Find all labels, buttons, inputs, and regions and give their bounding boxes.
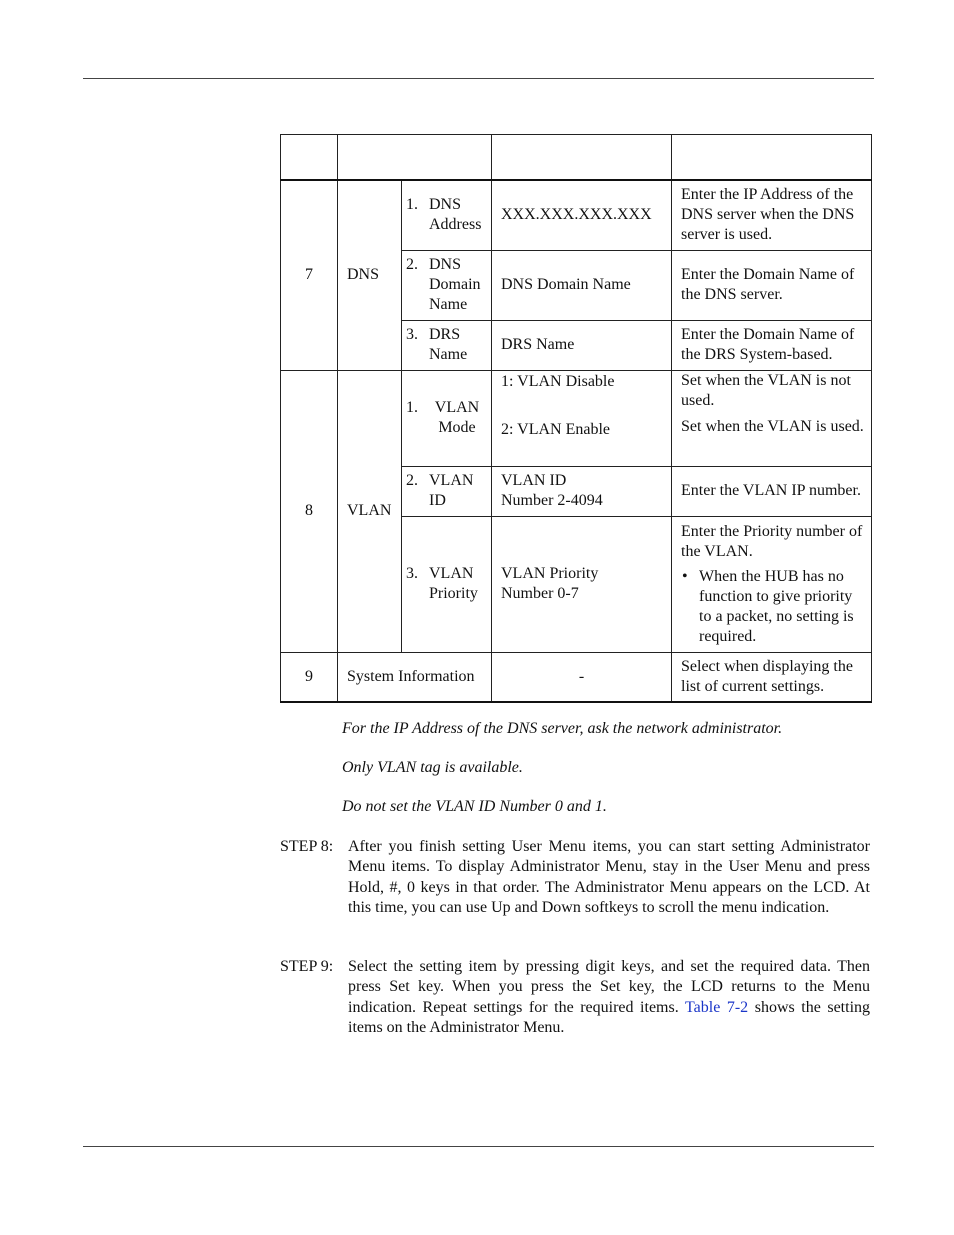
value-cell: DRS Name <box>492 320 672 370</box>
header-cell-item <box>338 135 492 181</box>
bullet-icon: • <box>682 567 688 585</box>
bullet-text: When the HUB has no function to give priority to a packet, no setting is required. <box>699 567 854 645</box>
value-line: 1: VLAN Disable <box>501 372 615 390</box>
group-number: 7 <box>281 180 338 370</box>
description-cell: Enter the Domain Name of the DNS server. <box>672 250 872 320</box>
value-cell <box>492 370 672 466</box>
item-label: VLAN Mode <box>434 399 480 436</box>
item-cell <box>402 250 492 320</box>
value-line: Number 0-7 <box>501 585 579 602</box>
step-8 <box>280 837 870 919</box>
value-cell: DNS Domain Name <box>492 250 672 320</box>
table-row <box>281 652 872 702</box>
value-cell <box>492 466 672 516</box>
group-name: VLAN <box>338 370 402 652</box>
table-row <box>281 370 872 466</box>
step-9 <box>280 957 870 1039</box>
table-row <box>281 180 872 250</box>
group-number: 9 <box>281 652 338 702</box>
item-cell <box>402 516 492 652</box>
header-cell-value <box>492 135 672 181</box>
note-dns: For the IP Address of the DNS server, ask the network administrator. <box>342 720 783 737</box>
item-label: DNS Address <box>429 196 482 234</box>
footer-rule <box>83 1146 874 1147</box>
item-label: DNS Domain Name <box>429 256 481 313</box>
item-index: 1. <box>406 196 418 214</box>
description-cell: Enter the VLAN IP number. <box>672 466 872 516</box>
item-index: 3. <box>406 565 418 582</box>
description-cell: Enter the Domain Name of the DRS System-based. <box>672 320 872 370</box>
step-label: STEP 8: <box>280 838 334 855</box>
header-cell-description <box>672 135 872 181</box>
bullet-item <box>681 567 865 647</box>
value-line: 2: VLAN Enable <box>501 420 611 438</box>
value-line: VLAN ID <box>501 472 567 489</box>
header-cell-number <box>281 135 338 181</box>
header-rule <box>83 78 874 79</box>
note-vlan-id: Do not set the VLAN ID Number 0 and 1. <box>342 798 607 815</box>
step-label: STEP 9: <box>280 958 334 975</box>
description-cell: Select when displaying the list of current settings. <box>672 652 872 702</box>
value-line: VLAN Priority <box>501 565 599 582</box>
item-cell <box>402 466 492 516</box>
value-cell <box>492 516 672 652</box>
table-header-row <box>281 135 872 181</box>
group-name: System Information <box>338 652 492 702</box>
group-number: 8 <box>281 370 338 652</box>
step-text-before: Select the setting item by pressing digit keys, and set the required data. Then press Set key. When you press the Set key, the LCD returns to the Menu indication. Repeat settings for the required items. <box>348 958 870 1016</box>
item-cell <box>402 320 492 370</box>
item-index: 2. <box>406 472 418 489</box>
description-line: Set when the VLAN is not used. <box>681 371 851 409</box>
settings-table <box>280 134 872 703</box>
step-text-after: shows the setting items on the Administrator Menu. <box>348 998 871 1037</box>
item-cell <box>402 180 492 250</box>
step-text <box>348 957 870 1039</box>
description-line: Enter the Priority number of the VLAN. <box>681 522 863 560</box>
item-label: VLAN Priority <box>429 565 478 602</box>
description-cell <box>672 516 872 652</box>
group-name: DNS <box>338 180 402 370</box>
description-line: Set when the VLAN is used. <box>681 417 864 435</box>
value-cell: XXX.XXX.XXX.XXX <box>492 180 672 250</box>
description-cell: Enter the IP Address of the DNS server when the DNS server is used. <box>672 180 872 250</box>
item-cell <box>402 370 492 466</box>
item-label: VLAN ID <box>429 472 474 509</box>
description-cell <box>672 370 872 466</box>
value-line: Number 2-4094 <box>501 492 603 509</box>
item-index: 1. <box>406 399 418 416</box>
note-vlan-tag: Only VLAN tag is available. <box>342 759 523 776</box>
value-cell: - <box>492 652 672 702</box>
table-7-2-link[interactable]: Table 7-2 <box>684 998 749 1016</box>
item-label: DRS Name <box>429 326 468 363</box>
item-index: 2. <box>406 256 418 273</box>
item-index: 3. <box>406 326 418 343</box>
step-text: After you finish setting User Menu items, you can start setting Administrator Menu items. To display Administrator Menu, stay in the User Menu and press Hold, #, 0 keys in that order. The Administrator Menu appears on the LCD. At this time, you can use Up and Down softkeys to scroll the menu indication. <box>348 838 870 917</box>
